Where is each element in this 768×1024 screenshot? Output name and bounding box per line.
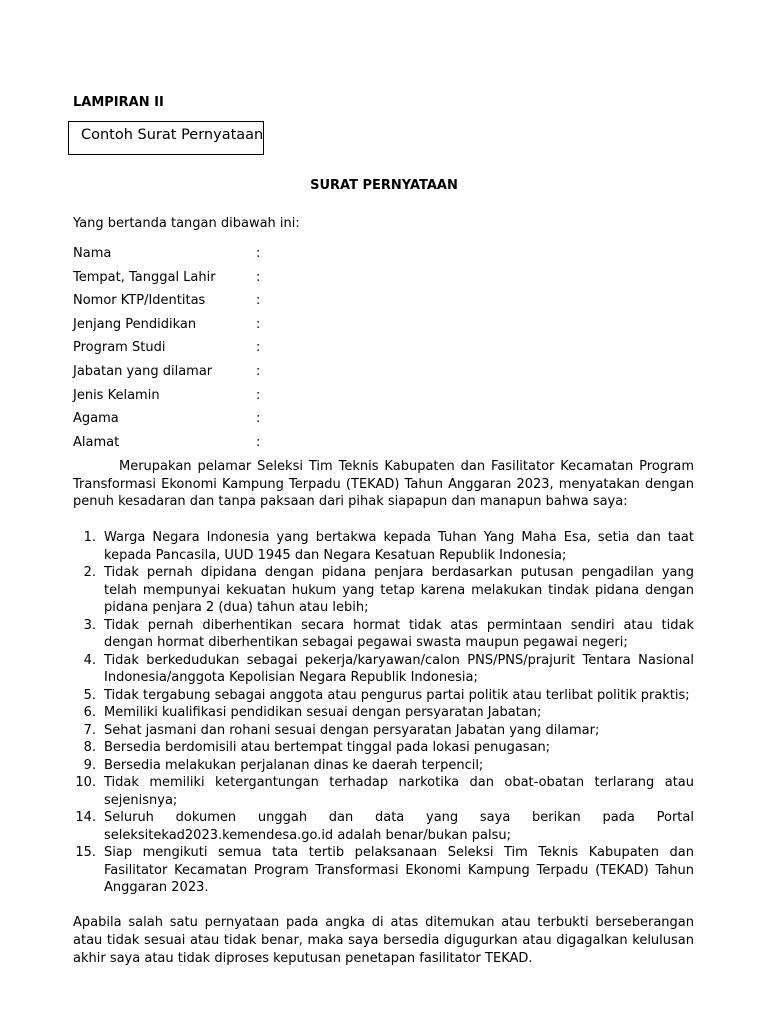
- statement-list: [73, 529, 694, 897]
- list-item: [73, 652, 694, 687]
- list-item-number: 6.: [83, 705, 96, 720]
- list-item-number: 14.: [75, 810, 96, 825]
- list-item-number: 7.: [83, 722, 96, 738]
- list-item: [73, 739, 694, 757]
- list-item-number: 10.: [75, 775, 96, 790]
- list-item-text: Seluruh dokumen unggah dan data yang saya berikan pada Portal seleksitekad2023.kemendesa.go.id adalah benar/bukan palsu;: [104, 810, 694, 843]
- field-label: Agama: [73, 411, 119, 427]
- field-row-tempat-tanggal-lahir: [73, 270, 373, 294]
- field-colon: :: [256, 340, 261, 356]
- field-row-alamat: [73, 435, 373, 459]
- field-label: Program Studi: [73, 340, 166, 356]
- list-item-text: Tidak memiliki ketergantungan terhadap narkotika dan obat-obatan terlarang atau sejenisnya;: [104, 775, 694, 808]
- field-label: Jenjang Pendidikan: [73, 316, 197, 332]
- field-row-agama: [73, 411, 373, 435]
- document-title: SURAT PERNYATAAN: [310, 178, 458, 193]
- list-item-number: 8.: [83, 740, 96, 755]
- field-colon: :: [256, 434, 261, 450]
- example-label-box: [68, 121, 264, 155]
- list-item-text: Bersedia berdomisili atau bertempat tinggal pada lokasi penugasan;: [104, 740, 551, 755]
- list-item-number: 15.: [75, 845, 96, 860]
- list-item-text: Siap mengikuti semua tata tertib pelaksanaan Seleksi Tim Teknis Kabupaten dan Fasilitator Kecamatan Program Transformasi Ekonomi Kampung Terpadu (TEKAD) Tahun Anggaran 2023.: [104, 845, 694, 895]
- field-colon: :: [256, 387, 261, 403]
- field-label: Jabatan yang dilamar: [73, 363, 213, 379]
- field-row-jabatan: [73, 364, 373, 388]
- list-item: [73, 564, 694, 617]
- field-label: Alamat: [73, 434, 120, 450]
- field-colon: :: [256, 363, 261, 379]
- opening-paragraph: Merupakan pelamar Seleksi Tim Teknis Kabupaten dan Fasilitator Kecamatan Program Transformasi Ekonomi Kampung Terpadu (TEKAD) Tahun Anggaran 2023, menyatakan dengan penuh kesadaran dan tanpa paksaan dari pihak siapapun dan manapun bahwa saya:: [73, 459, 694, 509]
- field-label: Nomor KTP/Identitas: [73, 293, 206, 309]
- field-label: Tempat, Tanggal Lahir: [73, 269, 216, 285]
- list-item: [73, 809, 694, 844]
- list-item-text: Tidak pernah diberhentikan secara hormat tidak atas permintaan sendiri atau tidak dengan hormat diberhentikan sebagai pegawai swasta maupun pegawai negeri;: [104, 617, 694, 650]
- field-row-nomor-ktp: [73, 293, 373, 317]
- list-item: [73, 722, 694, 740]
- list-item-number: 4.: [83, 652, 96, 668]
- example-label-text: Contoh Surat Pernyataan: [81, 127, 264, 143]
- list-item-number: 2.: [83, 565, 96, 580]
- attachment-heading: LAMPIRAN II: [73, 95, 164, 110]
- list-item-text: Tidak tergabung sebagai anggota atau pengurus partai politik atau terlibat politik praktis;: [104, 687, 690, 703]
- field-row-nama: [73, 246, 373, 270]
- list-item: [73, 704, 694, 722]
- list-item-text: Warga Negara Indonesia yang bertakwa kepada Tuhan Yang Maha Esa, setia dan taat kepada Pancasila, UUD 1945 dan Negara Kesatuan Republik Indonesia;: [104, 530, 694, 563]
- field-row-jenis-kelamin: [73, 388, 373, 412]
- list-item-text: Tidak berkedudukan sebagai pekerja/karyawan/calon PNS/PNS/prajurit Tentara Nasional Indonesia/anggota Kepolisian Negara Republik Indonesia;: [104, 652, 694, 685]
- list-item: [73, 774, 694, 809]
- list-item: [73, 529, 694, 564]
- field-colon: :: [256, 316, 261, 332]
- field-colon: :: [256, 269, 261, 285]
- identity-fields: [73, 246, 373, 458]
- list-item-text: Memiliki kualifikasi pendidikan sesuai dengan persyaratan Jabatan;: [104, 705, 542, 720]
- list-item: [73, 617, 694, 652]
- field-colon: :: [256, 293, 261, 309]
- field-colon: :: [256, 246, 261, 261]
- list-item-number: 5.: [83, 687, 96, 703]
- field-row-jenjang-pendidikan: [73, 317, 373, 341]
- closing-paragraph: Apabila salah satu pernyataan pada angka di atas ditemukan atau terbukti berseberangan atau tidak sesuai atau tidak benar, maka saya bersedia digugurkan atau digagalkan kelulusan akhir saya atau tidak diproses keputusan penetapan fasilitator TEKAD.: [73, 915, 694, 966]
- list-item-text: Tidak pernah dipidana dengan pidana penjara berdasarkan putusan pengadilan yang telah mempunyai kekuatan hukum yang tetap karena melakukan tindak pidana dengan pidana penjara 2 (dua) tahun atau lebih;: [104, 565, 694, 615]
- list-item: [73, 844, 694, 897]
- list-item-text: Bersedia melakukan perjalanan dinas ke daerah terpencil;: [104, 757, 484, 773]
- field-colon: :: [256, 411, 261, 427]
- list-item-text: Sehat jasmani dan rohani sesuai dengan persyaratan Jabatan yang dilamar;: [104, 722, 600, 738]
- list-item: [73, 757, 694, 775]
- list-item-number: 9.: [83, 757, 96, 773]
- list-item: [73, 687, 694, 705]
- list-item-number: 1.: [83, 530, 96, 545]
- intro-line: Yang bertanda tangan dibawah ini:: [73, 216, 300, 231]
- field-row-program-studi: [73, 340, 373, 364]
- field-label: Jenis Kelamin: [73, 387, 160, 403]
- field-label: Nama: [73, 246, 112, 261]
- list-item-number: 3.: [83, 617, 96, 633]
